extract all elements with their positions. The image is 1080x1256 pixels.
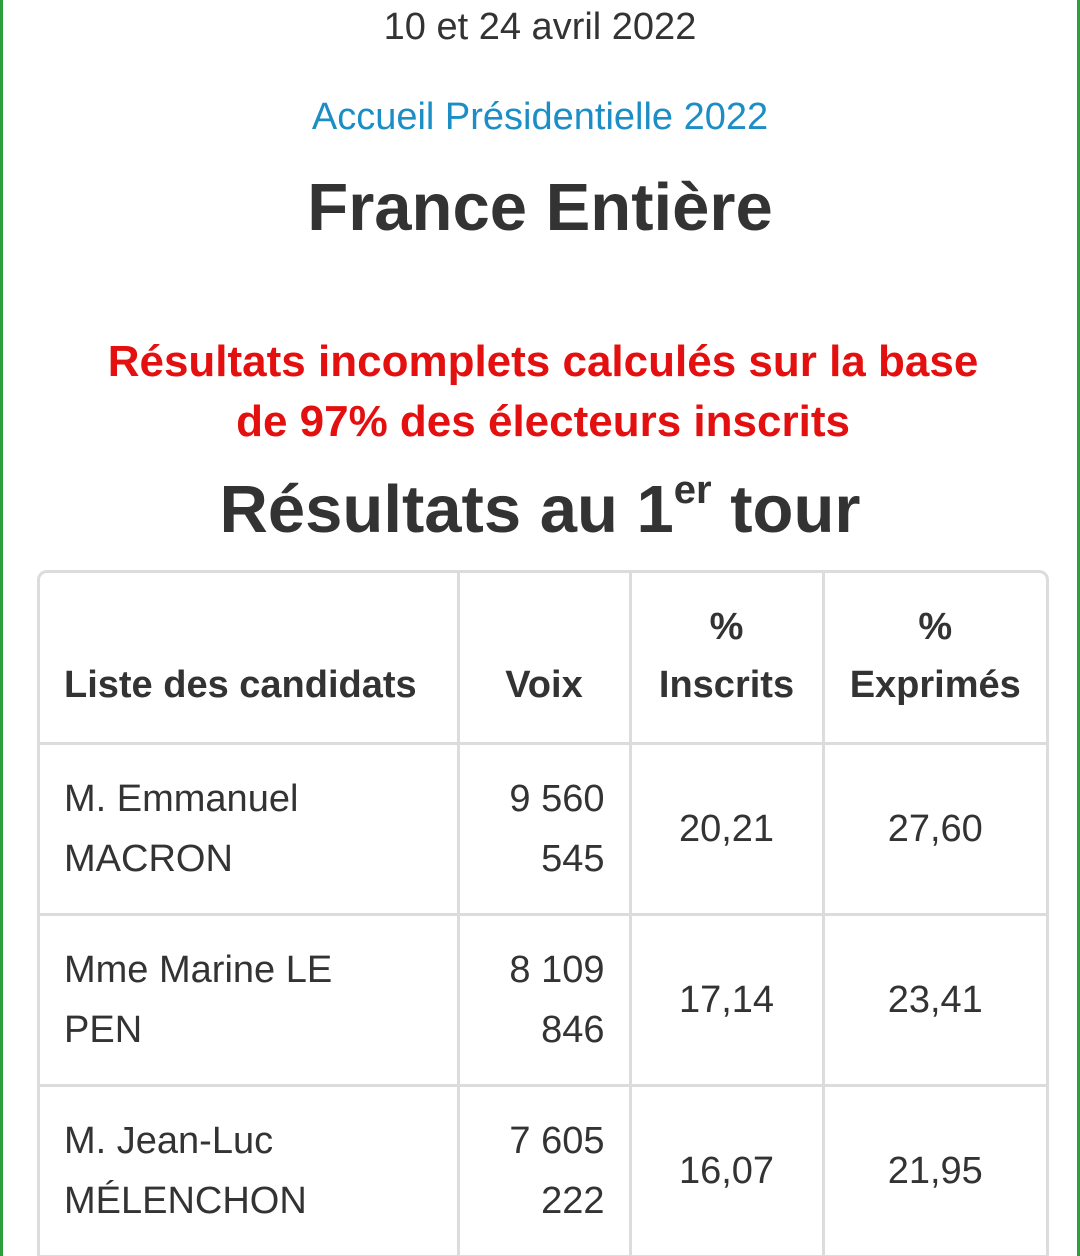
warning-line-2: de 97% des électeurs inscrits <box>236 397 850 446</box>
votes-line-1: 9 560 <box>509 777 605 820</box>
round-title-suffix: tour <box>711 472 861 547</box>
candidate-pct-cast: 27,60 <box>823 743 1046 914</box>
candidate-name <box>40 914 458 1085</box>
votes-line-2: 545 <box>541 837 605 880</box>
candidate-name-line-1: M. Jean-Luc <box>64 1119 274 1162</box>
candidate-name-line-2: PEN <box>64 1008 143 1051</box>
candidate-pct-registered: 17,14 <box>630 914 823 1085</box>
votes-value <box>509 1111 604 1231</box>
election-date: 10 et 24 avril 2022 <box>383 6 697 48</box>
candidate-votes <box>458 914 630 1085</box>
round-title-ordinal: er <box>673 467 712 512</box>
header-pct-cast-label: Exprimés <box>849 663 1021 706</box>
page-title: France Entière <box>307 170 773 245</box>
round-title <box>3 467 1077 550</box>
candidate-pct-cast: 23,41 <box>823 914 1046 1085</box>
candidate-name <box>40 743 458 914</box>
candidate-votes <box>458 1085 630 1256</box>
candidate-name-line-1: M. Emmanuel <box>64 777 299 820</box>
votes-line-1: 7 605 <box>509 1119 605 1162</box>
votes-line-2: 222 <box>541 1179 605 1222</box>
home-link[interactable]: Accueil Présidentielle 2022 <box>311 96 769 138</box>
header-votes: Voix <box>458 573 630 743</box>
candidate-pct-registered: 16,07 <box>630 1085 823 1256</box>
header-pct-cast <box>823 573 1046 743</box>
votes-line-2: 846 <box>541 1008 605 1051</box>
header-pct-registered-label: Inscrits <box>658 663 795 706</box>
table-row <box>40 743 1046 914</box>
candidate-name-line-2: MACRON <box>64 837 233 880</box>
header-pct-cast-symbol: % <box>918 605 953 648</box>
results-table <box>40 573 1046 1256</box>
warning-line-1: Résultats incomplets calculés sur la base <box>107 337 979 386</box>
header-candidates: Liste des candidats <box>40 573 458 743</box>
round-title-prefix: Résultats au 1 <box>219 472 674 547</box>
table-header-row <box>40 573 1046 743</box>
candidate-pct-registered: 20,21 <box>630 743 823 914</box>
candidate-name-line-2: MÉLENCHON <box>64 1179 307 1222</box>
candidate-name-line-1: Mme Marine LE <box>64 948 333 991</box>
results-table-container <box>37 570 1049 1256</box>
candidate-name <box>40 1085 458 1256</box>
table-row <box>40 1085 1046 1256</box>
candidate-pct-cast: 21,95 <box>823 1085 1046 1256</box>
header-pct-registered-symbol: % <box>709 605 744 648</box>
candidate-votes <box>458 743 630 914</box>
incomplete-results-warning <box>33 332 1053 452</box>
votes-value <box>509 940 604 1060</box>
header-pct-registered <box>630 573 823 743</box>
votes-value <box>509 769 604 889</box>
table-row <box>40 914 1046 1085</box>
votes-line-1: 8 109 <box>509 948 605 991</box>
